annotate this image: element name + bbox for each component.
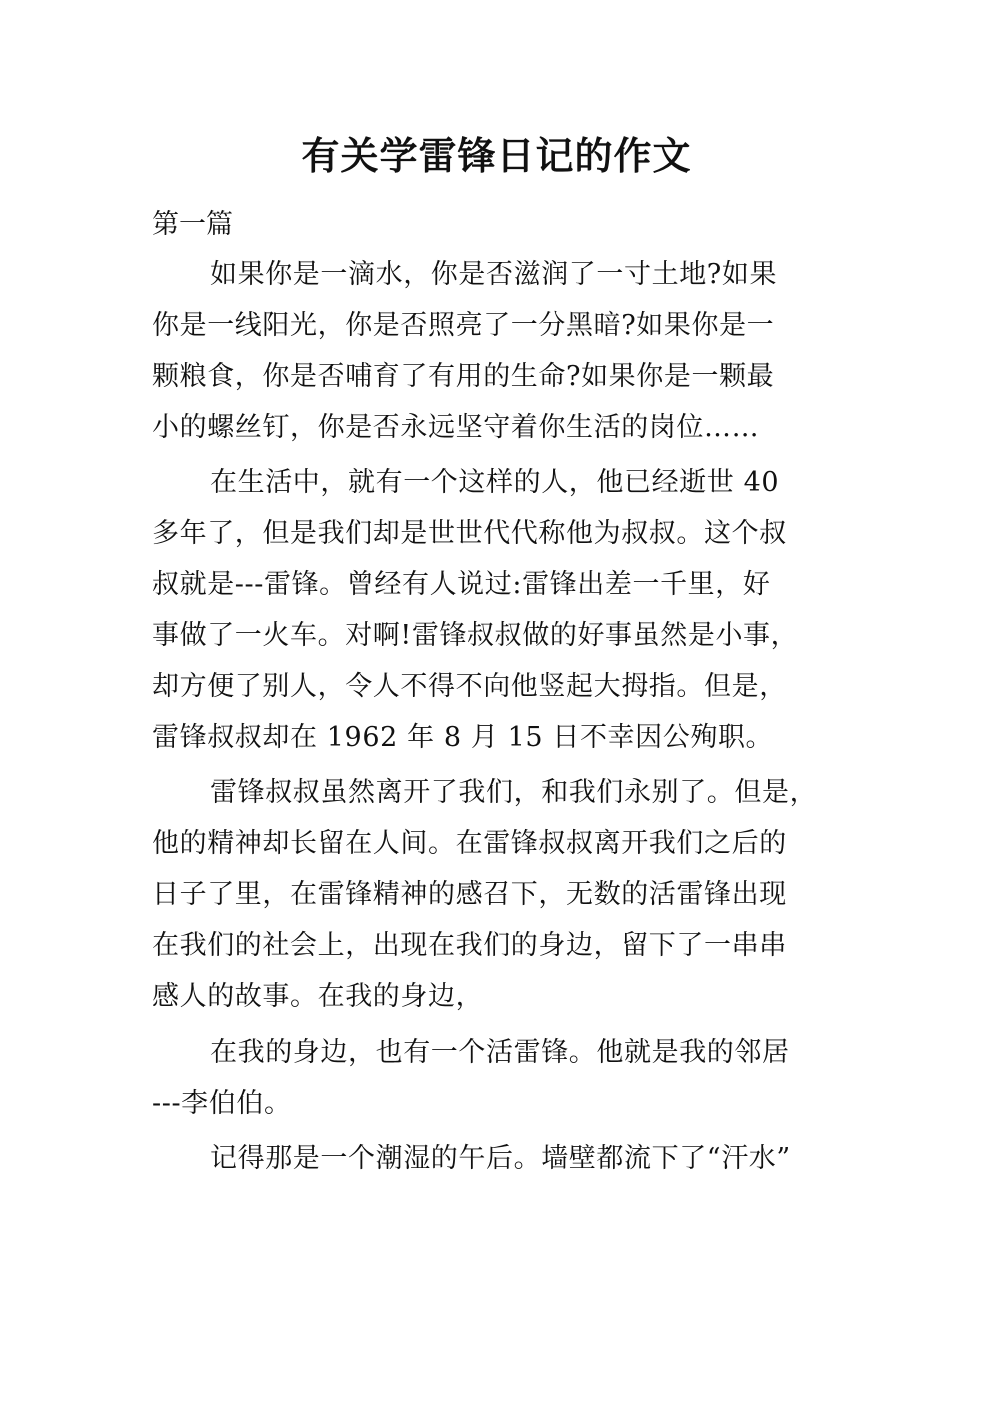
paragraph-line: 日子了里，在雷锋精神的感召下，无数的活雷锋出现 (152, 879, 787, 910)
paragraph-line: 在我的身边，也有一个活雷锋。他就是我的邻居 (210, 1037, 790, 1068)
section-heading: 第一篇 (152, 209, 233, 240)
paragraph-line: 雷锋叔叔虽然离开了我们，和我们永别了。但是， (210, 777, 818, 808)
paragraph-line: 记得那是一个潮湿的午后。墙壁都流下了“汗水” (210, 1143, 791, 1174)
paragraph-line: 感人的故事。在我的身边， (152, 981, 484, 1012)
paragraph-line: 事做了一火车。对啊!雷锋叔叔做的好事虽然是小事， (152, 620, 799, 651)
paragraph-line: 你是一线阳光，你是否照亮了一分黑暗?如果你是一 (152, 310, 775, 341)
paragraph-line: 如果你是一滴水，你是否滋润了一寸土地?如果 (210, 259, 778, 290)
paragraph-line: 他的精神却长留在人间。在雷锋叔叔离开我们之后的 (152, 828, 787, 859)
paragraph-line: 叔就是---雷锋。曾经有人说过:雷锋出差一千里，好 (152, 569, 771, 600)
paragraph-line: 雷锋叔叔却在 1962 年 8 月 15 日不幸因公殉职。 (152, 722, 774, 753)
paragraph-line: 在生活中，就有一个这样的人，他已经逝世 40 (210, 467, 780, 498)
paragraph-line: 却方便了别人，令人不得不向他竖起大拇指。但是， (152, 671, 787, 702)
paragraph-line: ---李伯伯。 (152, 1088, 292, 1119)
paragraph-line: 在我们的社会上，出现在我们的身边，留下了一串串 (152, 930, 787, 961)
document-title: 有关学雷锋日记的作文 (301, 134, 692, 178)
paragraph-line: 小的螺丝钉，你是否永远坚守着你生活的岗位…… (152, 412, 760, 443)
paragraph-line: 多年了，但是我们却是世世代代称他为叔叔。这个叔 (152, 518, 787, 549)
paragraph-line: 颗粮食，你是否哺育了有用的生命?如果你是一颗最 (152, 361, 775, 392)
